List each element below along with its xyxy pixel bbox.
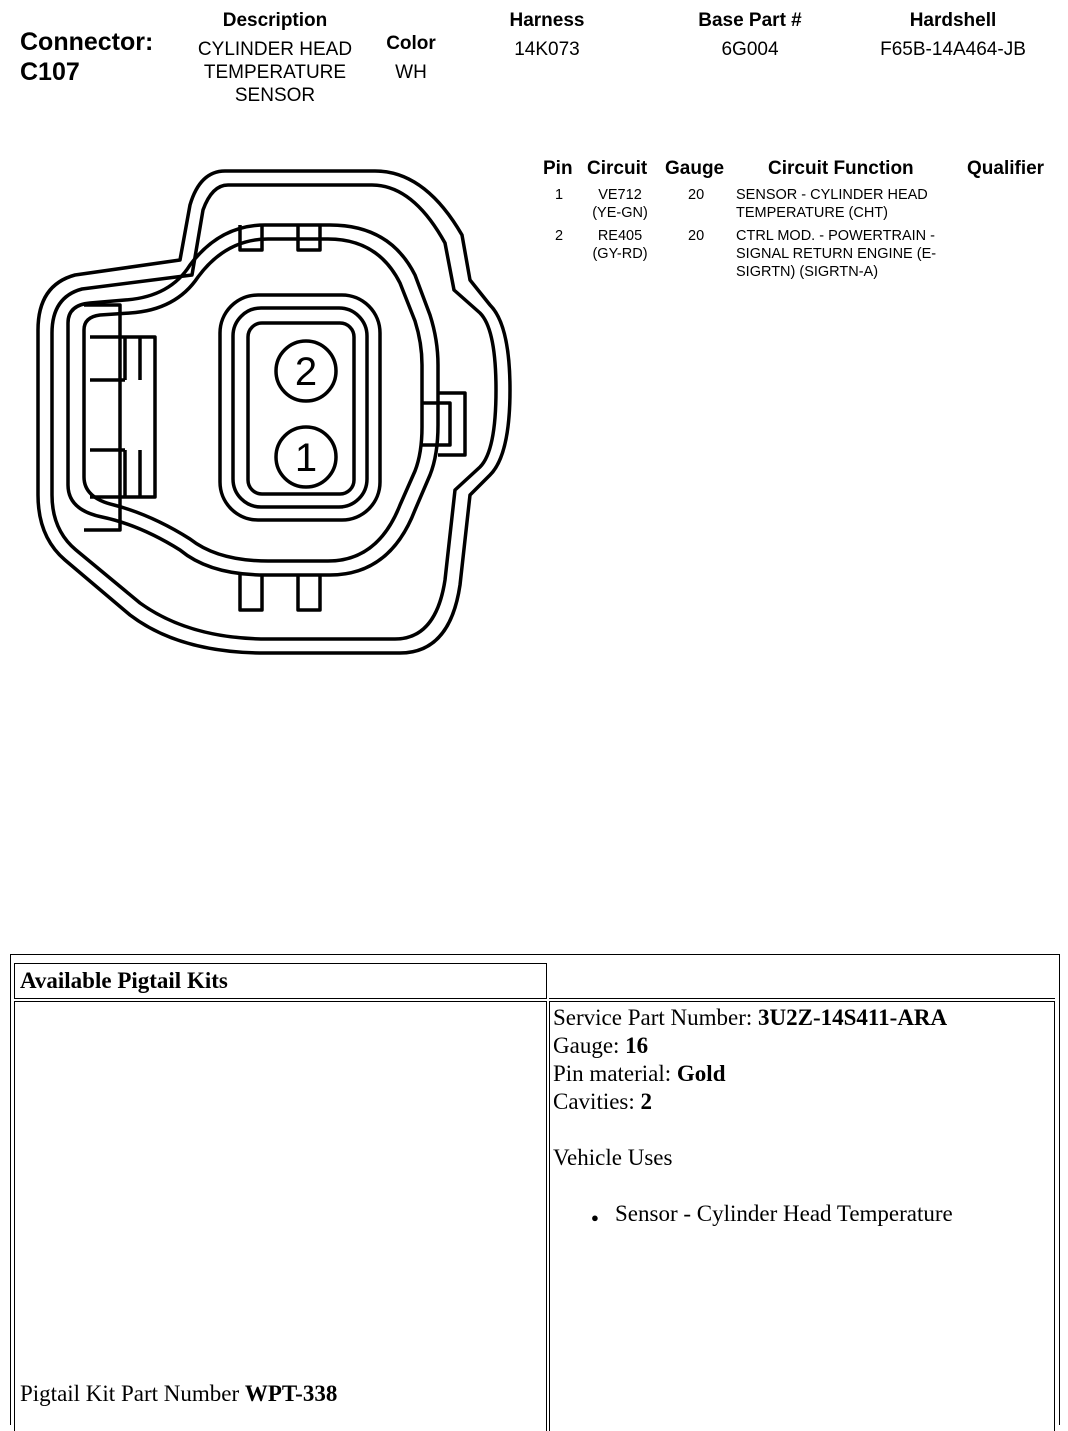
pin-material-label: Pin material: — [553, 1061, 677, 1086]
connector-label: Connector: — [20, 28, 154, 56]
circuit-line: (GY-RD) — [592, 246, 648, 262]
hardshell-column — [858, 10, 1048, 61]
hardshell-label: Hardshell — [909, 10, 997, 31]
gauge-header: Gauge — [665, 158, 725, 179]
function-cell — [736, 227, 936, 281]
color-column — [370, 33, 452, 84]
kit-part-value: WPT-338 — [244, 1381, 338, 1406]
gauge-cell: 20 — [688, 187, 705, 203]
color-value: WH — [395, 62, 427, 83]
connector-face-diagram — [30, 165, 520, 665]
cavities-value: 2 — [640, 1089, 653, 1114]
base-part-label: Base Part # — [698, 10, 802, 31]
harness-column — [477, 10, 617, 61]
function-line: TEMPERATURE (CHT) — [736, 205, 888, 221]
vehicle-uses-list — [553, 1200, 953, 1228]
description-value — [175, 38, 375, 107]
description-column — [175, 10, 375, 107]
description-line: TEMPERATURE — [203, 62, 347, 83]
gauge-label: Gauge: — [553, 1033, 626, 1058]
pin-table-header — [534, 158, 1059, 184]
function-cell — [736, 186, 928, 222]
gauge-cell: 20 — [688, 228, 705, 244]
service-part-value: 3U2Z-14S411-ARA — [758, 1005, 948, 1030]
pigtail-kit-image-cell — [14, 1001, 547, 1431]
harness-label: Harness — [509, 10, 585, 31]
vehicle-uses-label: Vehicle Uses — [553, 1145, 673, 1170]
connector-id: C107 — [20, 58, 80, 86]
hardshell-value: F65B-14A464-JB — [880, 39, 1026, 60]
kit-part-label: Pigtail Kit Part Number — [20, 1381, 245, 1406]
function-line: SIGNAL RETURN ENGINE (E- — [736, 246, 937, 262]
list-item: ● Sensor - Cylinder Head Temperature — [553, 1200, 953, 1228]
pin-cell: 2 — [555, 228, 564, 244]
base-part-column — [670, 10, 830, 61]
pin-material-line — [553, 1060, 953, 1088]
pigtail-kit-part-number — [20, 1380, 337, 1408]
pin-cell: 1 — [555, 187, 564, 203]
cavities-line — [553, 1088, 953, 1116]
function-line: CTRL MOD. - POWERTRAIN - — [736, 228, 935, 244]
function-line: SENSOR - CYLINDER HEAD — [736, 187, 928, 203]
pin-header: Pin — [543, 158, 573, 179]
description-line: SENSOR — [234, 85, 316, 106]
qualifier-header: Qualifier — [967, 158, 1045, 179]
table-row — [534, 227, 1059, 287]
pigtail-title: Available Pigtail Kits — [20, 968, 228, 993]
circuit-cell — [579, 186, 661, 222]
pigtail-kit-details-cell — [549, 1001, 1055, 1431]
harness-value: 14K073 — [514, 39, 580, 60]
service-part-label: Service Part Number: — [553, 1005, 759, 1030]
circuit-line: VE712 — [598, 187, 642, 203]
connector-title — [20, 27, 153, 87]
function-header: Circuit Function — [768, 158, 914, 179]
circuit-line: (YE-GN) — [592, 205, 648, 221]
table-row — [534, 186, 1059, 227]
pin-material-value: Gold — [676, 1061, 726, 1086]
base-part-value: 6G004 — [721, 39, 779, 60]
pigtail-title-cell — [14, 963, 547, 999]
circuit-line: RE405 — [597, 228, 643, 244]
color-label: Color — [386, 33, 436, 54]
description-label: Description — [222, 10, 328, 31]
gauge-value: 16 — [625, 1033, 649, 1058]
pin-label-bottom: 1 — [294, 436, 318, 480]
pigtail-title-spacer — [549, 963, 1055, 999]
service-part-number — [553, 1004, 953, 1032]
circuit-cell — [579, 227, 661, 263]
description-line: CYLINDER HEAD — [197, 39, 353, 60]
pin-label-top: 2 — [294, 350, 318, 394]
pin-table — [534, 158, 1059, 287]
pigtail-kit-details — [553, 1004, 953, 1228]
pigtail-kit-table — [10, 954, 1060, 1425]
gauge-line — [553, 1032, 953, 1060]
cavities-label: Cavities: — [553, 1089, 641, 1114]
circuit-header: Circuit — [587, 158, 648, 179]
function-line: SIGRTN) (SIGRTN-A) — [736, 264, 879, 280]
